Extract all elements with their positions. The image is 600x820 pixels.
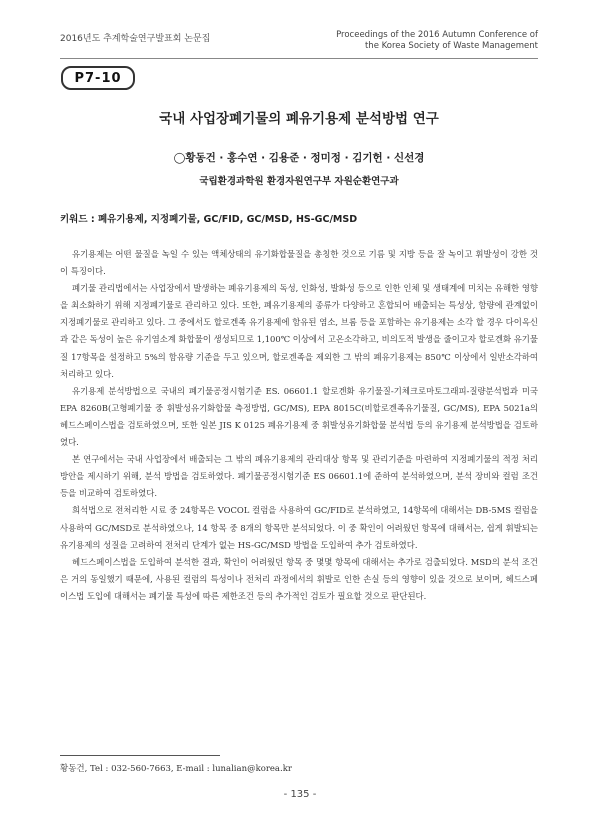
page-number: - 135 - — [283, 789, 317, 800]
paragraph: 유기용제 분석방법으로 국내의 폐기물공정시험기준 ES. 06601.1 할로겐화 유기물질-기체크로마토그래피-질량분석법과 미국 EPA 8260B(고형폐기물 중 휘발성유기화합물 측정방법, GC/MS), EPA 8015C(비할로겐족유기물질, GC/MS), EPA 5021a의 헤드스페이스법을 검토하였으며, 또한 일본 JIS K 0125 폐유기용제 중 휘발성유기화합물 분석법 등의 유기용제 분석방법을 검토하였다. — [60, 385, 538, 448]
keywords: 키워드 : 폐유기용제, 지정폐기물, GC/FID, GC/MSD, HS-GC/MSD — [60, 214, 358, 225]
abstract-body — [60, 246, 538, 605]
author-list: ◯황동건 · 홍수연 · 김용준 · 정미정 · 김기헌 · 신선경 — [173, 152, 425, 164]
header-right-line2: the Korea Society of Waste Management — [364, 41, 538, 51]
paper-code-badge: P7-10 — [61, 66, 135, 90]
footnote-divider — [60, 755, 220, 756]
paper-title: 국내 사업장폐기물의 폐유기용제 분석방법 연구 — [159, 111, 439, 127]
affiliation: 국립환경과학원 환경자원연구부 자원순환연구과 — [199, 176, 399, 187]
paragraph: 유기용제는 어떤 물질을 녹일 수 있는 액체상태의 유기화합물질을 총칭한 것으로 기름 및 지방 등을 잘 녹이고 휘발성이 강한 것이 특징이다. — [60, 249, 538, 277]
header-divider — [60, 58, 538, 59]
header-right-line1: Proceedings of the 2016 Autumn Conference of — [336, 30, 538, 40]
paragraph: 본 연구에서는 국내 사업장에서 배출되는 그 밖의 폐유기용제의 관리대상 항목 및 관리기준을 마련하여 지정폐기물의 적정 처리 방안을 제시하기 위해, 분석 방법을 검토하였다. 폐기물공정시험기준 ES 06601.1에 준하여 분석하였으며, 분석 장비와 컬럼 조건 등을 비교하여 검토하였다. — [60, 454, 538, 499]
running-header-left: 2016년도 추계학술연구발표회 논문집 — [60, 34, 211, 44]
footnote-contact: 황동건, Tel : 032-560-7663, E-mail : lunalian@korea.kr — [60, 764, 292, 774]
paragraph: 희석법으로 전처리한 시료 중 24항목은 VOCOL 컬럼을 사용하여 GC/FID로 분석하였고, 14항목에 대해서는 DB-5MS 컬럼을 사용하여 GC/MSD로 분석하였으나, 14 항목 중 8개의 항목만 분석되었다. 이 중 확인이 어려웠던 항목에 대해서는, 쉽게 휘발되는 유기용제의 성질을 고려하여 전처리 단계가 없는 HS-GC/MSD 방법을 도입하여 추가 검토하였다. — [60, 505, 538, 550]
paragraph: 헤드스페이스법을 도입하여 분석한 결과, 확인이 어려웠던 항목 중 몇몇 항목에 대해서는 추가로 검출되었다. MSD의 분석 조건은 거의 동일했기 때문에, 사용된 컬럼의 특성이나 전처리 과정에서의 휘발로 인한 손실 등의 영향이 있을 것으로 보이며, 헤드스페이스법 도입에 대해서는 폐기물 특성에 따른 제한조건 등의 추가적인 검토가 필요할 것으로 판단된다. — [60, 556, 538, 601]
running-header-right — [336, 30, 538, 52]
paragraph: 폐기물 관리법에서는 사업장에서 발생하는 폐유기용제의 독성, 인화성, 발화성 등으로 인한 인체 및 생태계에 미치는 유해한 영향을 최소화하기 위해 지정폐기물로 관리하고 있다. 또한, 폐유기용제의 종류가 다양하고 혼합되어 배출되는 특성상, 함량에 관계없이 지정폐기물로 관리하고 있다. 그 중에서도 할로겐족 유기용제에 함유된 염소, 브롬 등을 포함하는 유기용제는 소각 할 경우 다이옥신과 같은 독성이 높은 유기염소계 화합물이 생성되므로 1,100℃ 이상에서 고온소각하고, 비의도적 발생을 줄이고자 할로겐화 유기물질 17항목을 설정하고 5%의 함유량 기준을 두고 있으며, 할로겐족을 제외한 그 밖의 폐유기용제는 850℃ 이상에서 일반소각하여 처리하고 있다. — [60, 283, 538, 379]
